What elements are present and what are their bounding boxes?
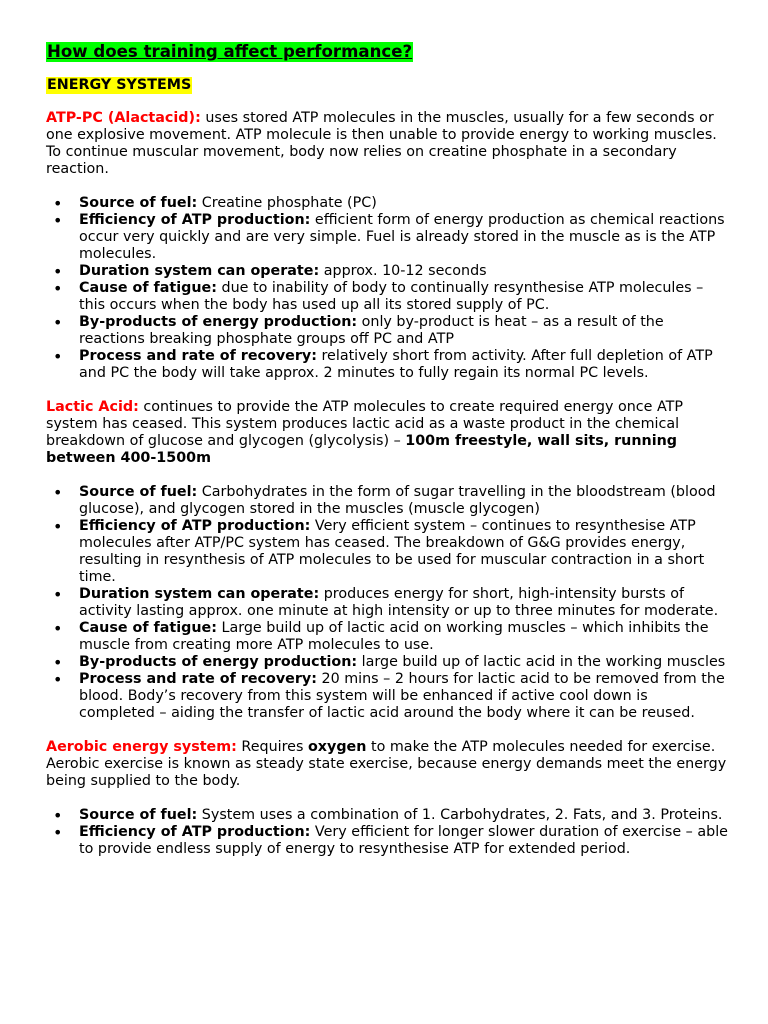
item-label: Source of fuel: <box>79 807 198 823</box>
item-label: Source of fuel: <box>79 195 198 211</box>
item-text: Very efficient system – continues to resynthesise ATP molecules after ATP/PC system has ceased. The breakdown of G&G provides energy, resulting in resynthesis of ATP molecules to be used for muscular contraction in a short time. <box>79 518 705 585</box>
list-item <box>79 671 728 722</box>
document-title: How does training affect performance? <box>47 42 413 61</box>
list-item <box>79 620 728 654</box>
item-text: due to inability of body to continually resynthesise ATP molecules – this occurs when the body has used up all its stored supply of PC. <box>79 280 704 313</box>
aerobic-list <box>46 807 728 858</box>
item-text: 20 mins – 2 hours for lactic acid to be removed from the blood. Body’s recovery from this system will be enhanced if active cool down is completed – aiding the transfer of lactic acid around the body where it can be reused. <box>79 671 725 721</box>
item-label: By-products of energy production: <box>79 654 358 670</box>
lactic-list <box>46 484 728 722</box>
list-item <box>79 654 728 671</box>
list-item <box>79 348 728 382</box>
item-label: By-products of energy production: <box>79 314 358 330</box>
aerobic-intro-b: to make the ATP molecules needed for exercise. Aerobic exercise is known as steady state exercise, because energy demands meet the energy being supplied to the body. <box>46 739 727 789</box>
section-heading-line <box>46 77 728 110</box>
atp-pc-list <box>46 195 728 382</box>
item-label: Efficiency of ATP production: <box>79 212 311 228</box>
item-label: Cause of fatigue: <box>79 280 217 296</box>
section-heading: ENERGY SYSTEMS <box>47 77 192 93</box>
item-text: produces energy for short, high-intensity bursts of activity lasting approx. one minute at high intensity or up to three minutes for moderate. <box>79 586 719 619</box>
atp-pc-intro-text: uses stored ATP molecules in the muscles, usually for a few seconds or one explosive movement. ATP molecule is then unable to provide energy to working muscles. To continue muscular movement, body now relies on creatine phosphate in a secondary reaction. <box>46 110 717 177</box>
item-text: System uses a combination of 1. Carbohydrates, 2. Fats, and 3. Proteins. <box>197 807 723 823</box>
item-label: Cause of fatigue: <box>79 620 217 636</box>
list-item <box>79 484 728 518</box>
item-label: Efficiency of ATP production: <box>79 518 311 534</box>
item-text: large build up of lactic acid in the working muscles <box>357 654 726 670</box>
item-label: Process and rate of recovery: <box>79 671 317 687</box>
aerobic-heading: Aerobic energy system: <box>46 739 237 755</box>
item-text: efficient form of energy production as chemical reactions occur very quickly and are very simple. Fuel is already stored in the muscle as is the ATP molecules. <box>79 212 725 262</box>
lactic-intro-text: continues to provide the ATP molecules to create required energy once ATP system has ceased. This system produces lactic acid as a waste product in the chemical breakdown of glucose and glycogen (glycolysis) – <box>46 399 684 449</box>
lactic-intro <box>46 399 728 467</box>
item-text: Large build up of lactic acid on working muscles – which inhibits the muscle from creating more ATP molecules to use. <box>79 620 709 653</box>
item-text: Creatine phosphate (PC) <box>197 195 377 211</box>
lactic-examples: 100m freestyle, wall sits, running between 400-1500m <box>46 433 678 466</box>
aerobic-intro <box>46 739 728 790</box>
title-line <box>46 42 728 77</box>
item-text: only by-product is heat – as a result of the reactions breaking phosphate groups off PC and ATP <box>79 314 664 347</box>
list-item <box>79 195 728 212</box>
item-label: Source of fuel: <box>79 484 198 500</box>
list-item <box>79 518 728 586</box>
aerobic-oxygen: oxygen <box>307 739 367 755</box>
list-item <box>79 807 728 824</box>
item-text: approx. 10-12 seconds <box>319 263 487 279</box>
item-label: Process and rate of recovery: <box>79 348 317 364</box>
item-label: Efficiency of ATP production: <box>79 824 311 840</box>
atp-pc-intro <box>46 110 728 178</box>
lactic-heading: Lactic Acid: <box>46 399 139 415</box>
item-label: Duration system can operate: <box>79 263 320 279</box>
list-item <box>79 263 728 280</box>
item-label: Duration system can operate: <box>79 586 320 602</box>
list-item <box>79 212 728 263</box>
item-text: Very efficient for longer slower duration of exercise – able to provide endless supply of energy to resynthesise ATP for extended period. <box>79 824 728 857</box>
atp-pc-heading: ATP-PC (Alactacid): <box>46 110 201 126</box>
list-item <box>79 314 728 348</box>
list-item <box>79 824 728 858</box>
item-text: Carbohydrates in the form of sugar travelling in the bloodstream (blood glucose), and glycogen stored in the muscles (muscle glycogen) <box>79 484 716 517</box>
list-item <box>79 586 728 620</box>
list-item <box>79 280 728 314</box>
item-text: relatively short from activity. After full depletion of ATP and PC the body will take approx. 2 minutes to fully regain its normal PC levels. <box>79 348 713 381</box>
aerobic-intro-a: Requires <box>236 739 308 755</box>
